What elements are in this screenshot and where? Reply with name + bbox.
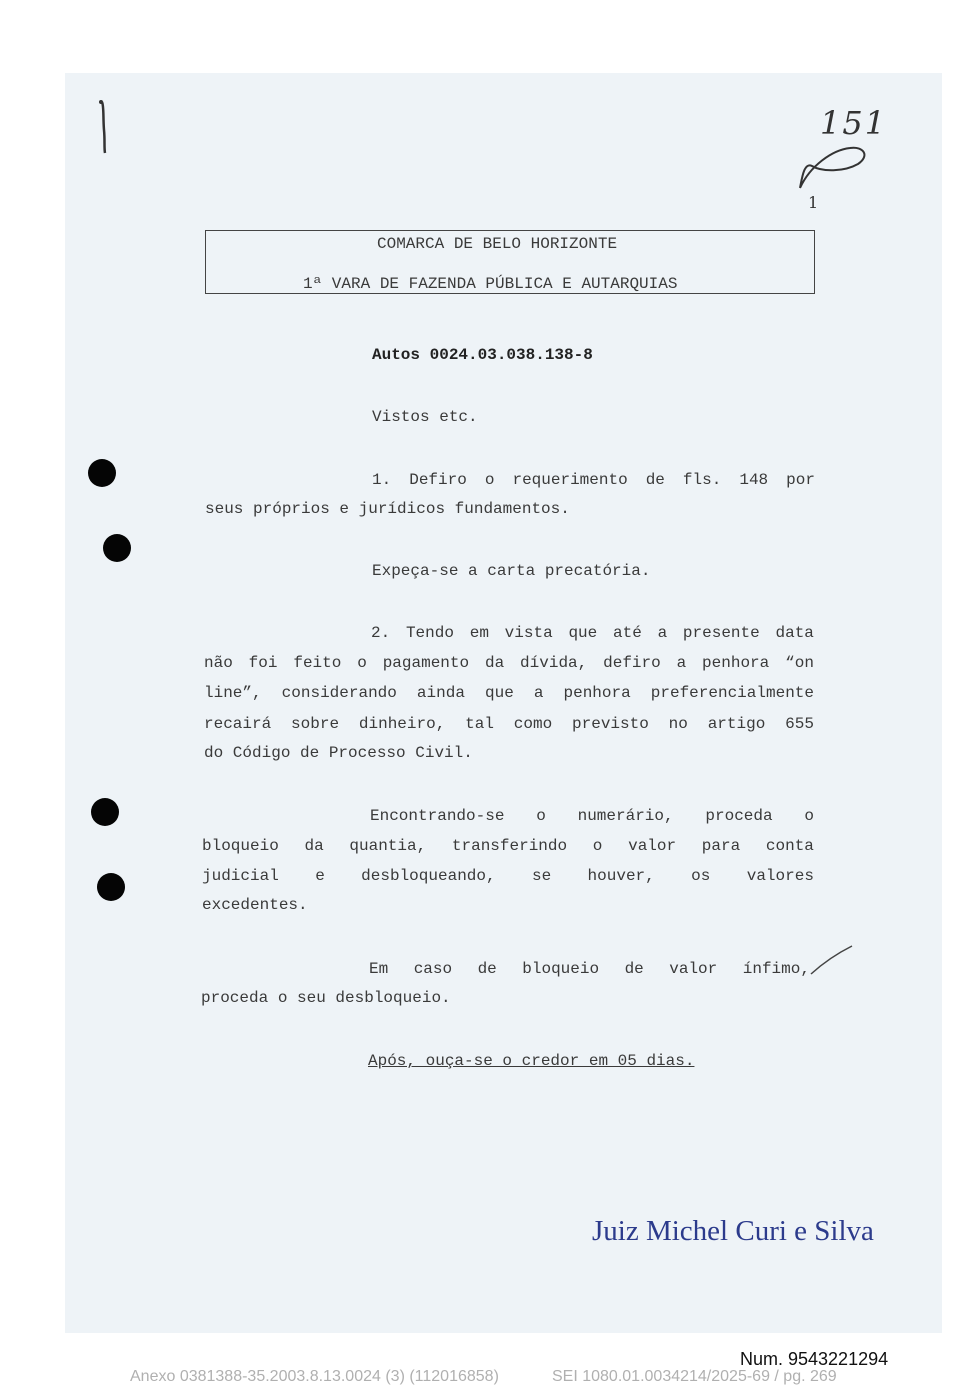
case-reference: Autos 0024.03.038.138-8: [372, 346, 593, 364]
binder-hole: [88, 459, 116, 487]
footer-annex-reference: Anexo 0381388-35.2003.8.13.0024 (3) (112016858): [130, 1368, 499, 1385]
handwritten-slash-mark: [808, 944, 854, 976]
footer-sei-reference: SEI 1080.01.0034214/2025-69 / pg. 269: [552, 1368, 837, 1385]
judge-signature: Juiz Michel Curi e Silva: [592, 1215, 874, 1247]
page-number: 1: [808, 193, 819, 212]
court-name: COMARCA DE BELO HORIZONTE: [377, 235, 618, 253]
paragraph-1-line-2: seus próprios e jurídicos fundamentos.: [205, 500, 570, 518]
handwritten-tick-mark: [96, 98, 112, 156]
paragraph-4-line-3: judicial e desbloqueando, se houver, os valores: [202, 867, 814, 885]
greeting: Vistos etc.: [372, 408, 478, 426]
paragraph-6: Após, ouça-se o credor em 05 dias.: [368, 1052, 695, 1070]
paragraph-5-line-1: Em caso de bloqueio de valor ínfimo,: [369, 960, 810, 978]
paragraph-4-line-4: excedentes.: [202, 896, 308, 914]
paragraph-3-line-2: não foi feito o pagamento da dívida, defiro a penhora “on: [204, 654, 814, 672]
binder-hole: [103, 534, 131, 562]
paragraph-2: Expeça-se a carta precatória.: [372, 562, 651, 580]
paragraph-5-line-2: proceda o seu desbloqueio.: [201, 989, 451, 1007]
handwritten-rubric-mark: [792, 136, 872, 196]
paragraph-3-line-4: recairá sobre dinheiro, tal como previsto no artigo 655: [204, 715, 814, 733]
paragraph-1-line-1: 1. Defiro o requerimento de fls. 148 por: [372, 471, 815, 489]
paragraph-4-line-2: bloqueio da quantia, transferindo o valor para conta: [202, 837, 814, 855]
paragraph-3-line-1: 2. Tendo em vista que até a presente data: [371, 624, 814, 642]
document-number: Num. 9543221294: [740, 1349, 889, 1369]
paragraph-3-line-5: do Código de Processo Civil.: [204, 744, 473, 762]
binder-hole: [97, 873, 125, 901]
handwritten-folio-number: 151: [820, 104, 888, 142]
paragraph-4-line-1: Encontrando-se o numerário, proceda o: [370, 807, 814, 825]
binder-hole: [91, 798, 119, 826]
paragraph-3-line-3: line”, considerando ainda que a penhora preferencialmente: [204, 684, 814, 702]
court-division: 1ª VARA DE FAZENDA PÚBLICA E AUTARQUIAS: [303, 275, 678, 293]
